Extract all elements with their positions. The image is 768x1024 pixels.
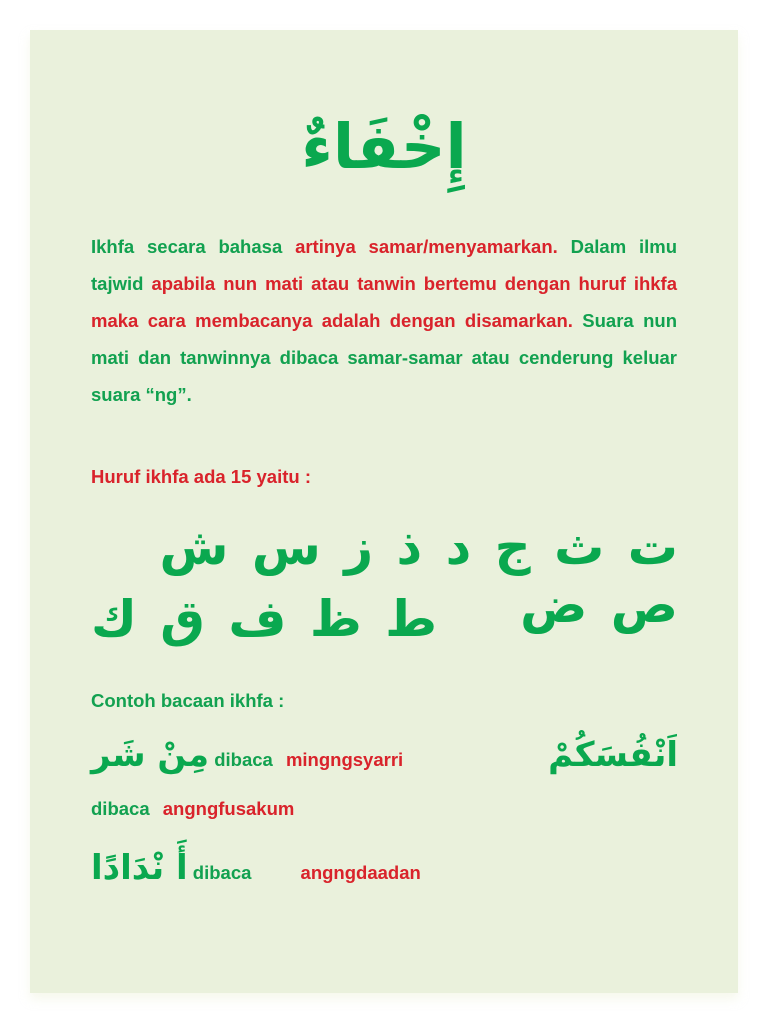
ikhfa-letters-line-1: ت ث ج د ذ ز س ش ص ض [159,518,678,634]
definition-paragraph [91,228,677,413]
ikhfa-letters-line-2: ط ظ ف ق ك [91,590,438,648]
example-1-dibaca: dibaca [214,749,273,770]
example-2-dibaca: dibaca [91,798,150,819]
example-3-reading: angngdaadan [300,862,421,883]
example-2-arabic: اَنْفُسَكُمْ [548,735,678,775]
example-3-arabic: أَ نْدَادًا [91,848,188,888]
para-seg-1: Ikhfa secara bahasa [91,236,296,257]
letters-heading: Huruf ikhfa ada 15 yaitu : [91,466,311,487]
example-row-3 [91,848,421,888]
example-2-arabic-wrap [548,735,678,775]
examples-heading: Contoh bacaan ikhfa : [91,690,285,711]
example-1-arabic: مِنْ شَر [91,735,210,775]
example-3-dibaca: dibaca [192,862,252,883]
para-seg-5: Suara nun mati dan tanwinnya dibaca samar-samar atau cenderung keluar suara “ng”. [91,310,677,405]
example-row-2 [91,798,294,820]
para-seg-3: Dalam ilmu tajwid [91,236,678,294]
para-seg-4: apabila nun mati atau tanwin bertemu dengan huruf ihkfa maka cara membacanya adalah dengan disamarkan. [91,273,678,331]
document-page [30,30,738,993]
para-seg-2: artinya samar/menyamarkan. [295,236,558,257]
example-row-1 [91,735,403,775]
page-title-arabic: إِخْفَاءٌ [301,110,467,183]
example-2-reading: angngfusakum [162,798,295,819]
example-1-reading: mingngsyarri [285,749,404,770]
